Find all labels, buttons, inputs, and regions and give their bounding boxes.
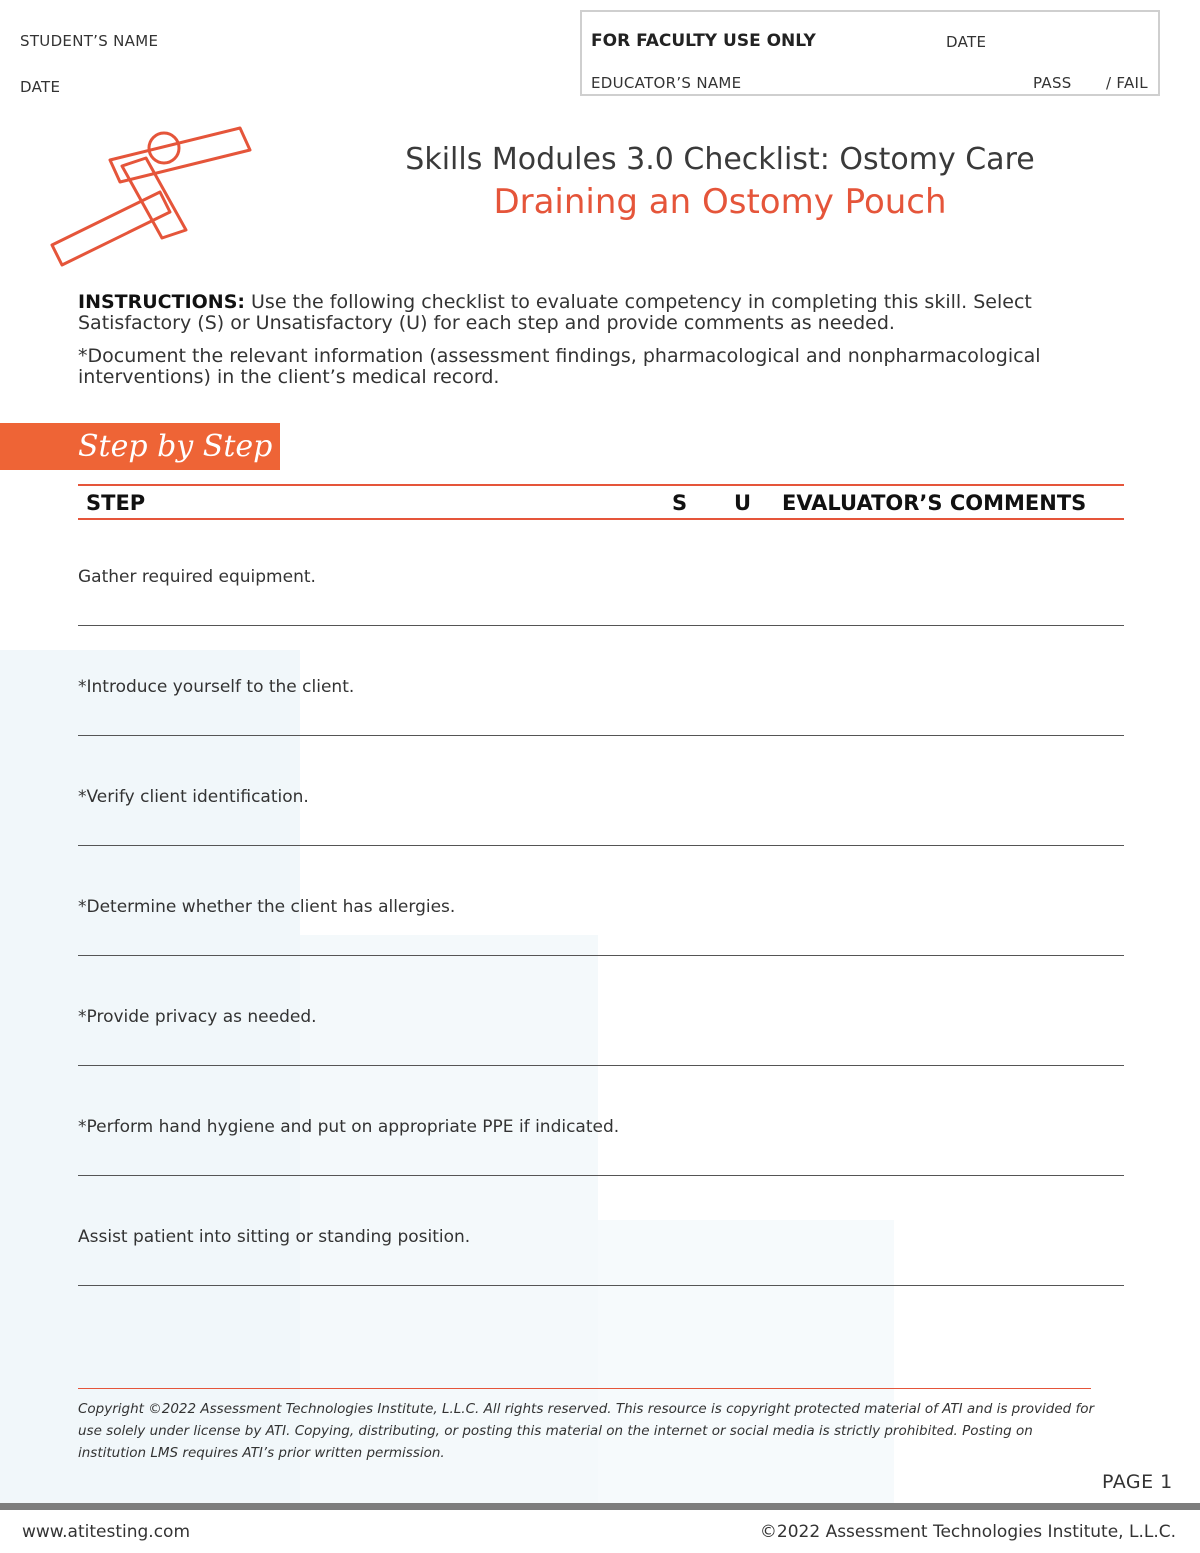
table-row bbox=[78, 787, 1124, 897]
copyright-rule bbox=[78, 1388, 1091, 1389]
step-text: *Verify client identification. bbox=[78, 787, 309, 807]
instructions bbox=[78, 292, 1078, 400]
checklist-title: Skills Modules 3.0 Checklist: Ostomy Care bbox=[405, 142, 1035, 177]
educator-name-label: EDUCATOR’S NAME bbox=[591, 74, 742, 92]
footer-bar bbox=[0, 1503, 1200, 1510]
column-header-comments: EVALUATOR’S COMMENTS bbox=[782, 491, 1087, 515]
skill-title: Draining an Ostomy Pouch bbox=[493, 182, 947, 222]
column-header-s: S bbox=[672, 491, 688, 515]
ati-figure-logo bbox=[40, 120, 260, 275]
table-row bbox=[78, 1227, 1124, 1337]
website-link[interactable]: www.atitesting.com bbox=[22, 1522, 191, 1542]
footer-copyright: ©2022 Assessment Technologies Institute, L.L.C. bbox=[759, 1522, 1176, 1542]
step-by-step-banner bbox=[0, 423, 280, 470]
banner-text: Step by Step bbox=[78, 429, 273, 464]
faculty-title: FOR FACULTY USE ONLY bbox=[591, 31, 816, 51]
row-divider bbox=[78, 735, 1124, 736]
table-row bbox=[78, 677, 1124, 787]
row-divider bbox=[78, 1175, 1124, 1176]
step-text: Gather required equipment. bbox=[78, 567, 316, 587]
row-divider bbox=[78, 845, 1124, 846]
step-text: *Perform hand hygiene and put on appropriate PPE if indicated. bbox=[78, 1117, 620, 1137]
page-number: PAGE 1 bbox=[1102, 1471, 1173, 1493]
column-header-step: STEP bbox=[86, 491, 146, 515]
copyright-notice: Copyright ©2022 Assessment Technologies Institute, L.L.C. All rights reserved. This resource is copyright protected material of ATI and is provided for use solely under license by ATI. Copying, distributing, or posting this material on the internet or social media is strictly prohibited. Posting on institution LMS requires ATI’s prior written permission. bbox=[78, 1401, 1095, 1461]
table-row bbox=[78, 1007, 1124, 1117]
date-label: DATE bbox=[20, 78, 61, 96]
table-row bbox=[78, 1117, 1124, 1227]
instructions-text: Use the following checklist to evaluate competency in completing this skill. Select Satisfactory (S) or Unsatisfactory (U) for each step and provide comments as needed. bbox=[78, 291, 1032, 334]
pass-label: PASS bbox=[1033, 74, 1072, 92]
student-name-label: STUDENT’S NAME bbox=[20, 32, 159, 50]
documentation-note: *Document the relevant information (assessment findings, pharmacological and nonpharmacological interventions) in the client’s medical record. bbox=[78, 345, 1041, 388]
table-top-rule bbox=[78, 484, 1124, 486]
column-header-u: U bbox=[734, 491, 752, 515]
step-text: Assist patient into sitting or standing position. bbox=[78, 1227, 471, 1247]
step-text: *Provide privacy as needed. bbox=[78, 1007, 317, 1027]
faculty-box bbox=[580, 10, 1160, 96]
row-divider bbox=[78, 1285, 1124, 1286]
step-text: *Determine whether the client has allergies. bbox=[78, 897, 456, 917]
row-divider bbox=[78, 955, 1124, 956]
row-divider bbox=[78, 625, 1124, 626]
table-row bbox=[78, 567, 1124, 677]
table-header-rule bbox=[78, 518, 1124, 520]
table-row bbox=[78, 897, 1124, 1007]
step-text: *Introduce yourself to the client. bbox=[78, 677, 355, 697]
faculty-date-label: DATE bbox=[946, 33, 987, 51]
instructions-label: INSTRUCTIONS: bbox=[78, 291, 245, 313]
row-divider bbox=[78, 1065, 1124, 1066]
fail-label: / FAIL bbox=[1106, 74, 1148, 92]
